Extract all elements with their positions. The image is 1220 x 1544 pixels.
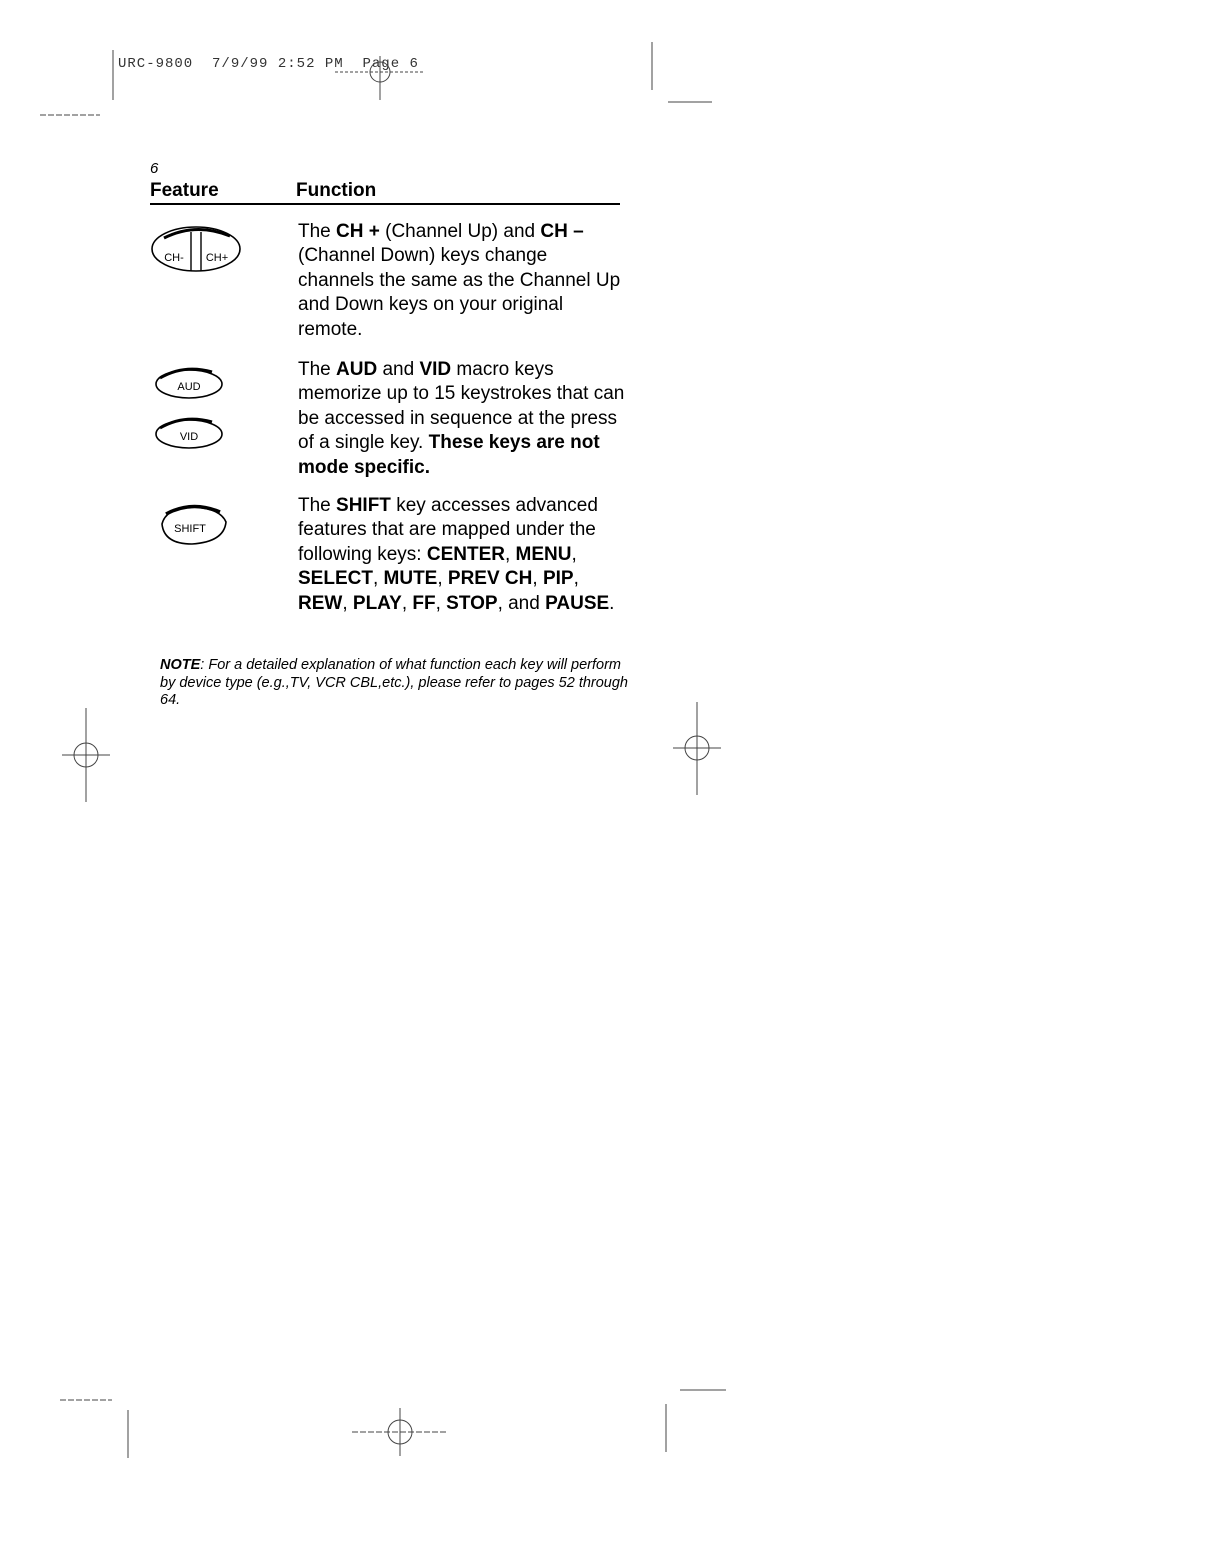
note-text: : For a detailed explanation of what function each key will perform by device type (e.g.,TV, VCR CBL,etc.), please refer to pages 52 through 64.	[160, 657, 629, 708]
aud-key-icon	[154, 364, 224, 400]
vid-key-label: VID	[179, 431, 199, 443]
feature-header: Feature	[150, 180, 219, 201]
note-label: NOTE	[160, 657, 201, 673]
slug-time: 2:52 PM	[277, 56, 344, 72]
slug-code: URC-9800	[118, 56, 194, 72]
slug-date: 7/9/99	[212, 56, 269, 72]
shift-key-label: SHIFT	[174, 523, 206, 535]
channel-keys-icon	[150, 224, 242, 274]
aud-key-label: AUD	[177, 381, 201, 393]
shift-key-icon	[156, 502, 230, 548]
shift-key-description: The SHIFT key accesses advanced features that are mapped under the following keys: CENTER, MENU, SELECT, MUTE, PREV CH, PIP, REW, PLAY, FF, STOP, and PAUSE.	[298, 495, 615, 614]
function-header: Function	[296, 180, 377, 201]
header-rule	[150, 203, 620, 205]
page-number: 6	[150, 160, 159, 177]
note-paragraph	[160, 657, 630, 710]
channel-keys-description: The CH + (Channel Up) and CH – (Channel Down) keys change channels the same as the Channel Up and Down keys on your original remote.	[298, 221, 621, 340]
vid-key-icon	[154, 414, 224, 450]
macro-keys-description: The AUD and VID macro keys memorize up to 15 keystrokes that can be accessed in sequence at the press of a single key. These keys are not mode specific.	[298, 359, 625, 478]
slug-page: Page 6	[362, 56, 419, 72]
ch-plus-key-label: CH+	[205, 252, 229, 264]
ch-minus-key-label: CH-	[164, 252, 184, 264]
